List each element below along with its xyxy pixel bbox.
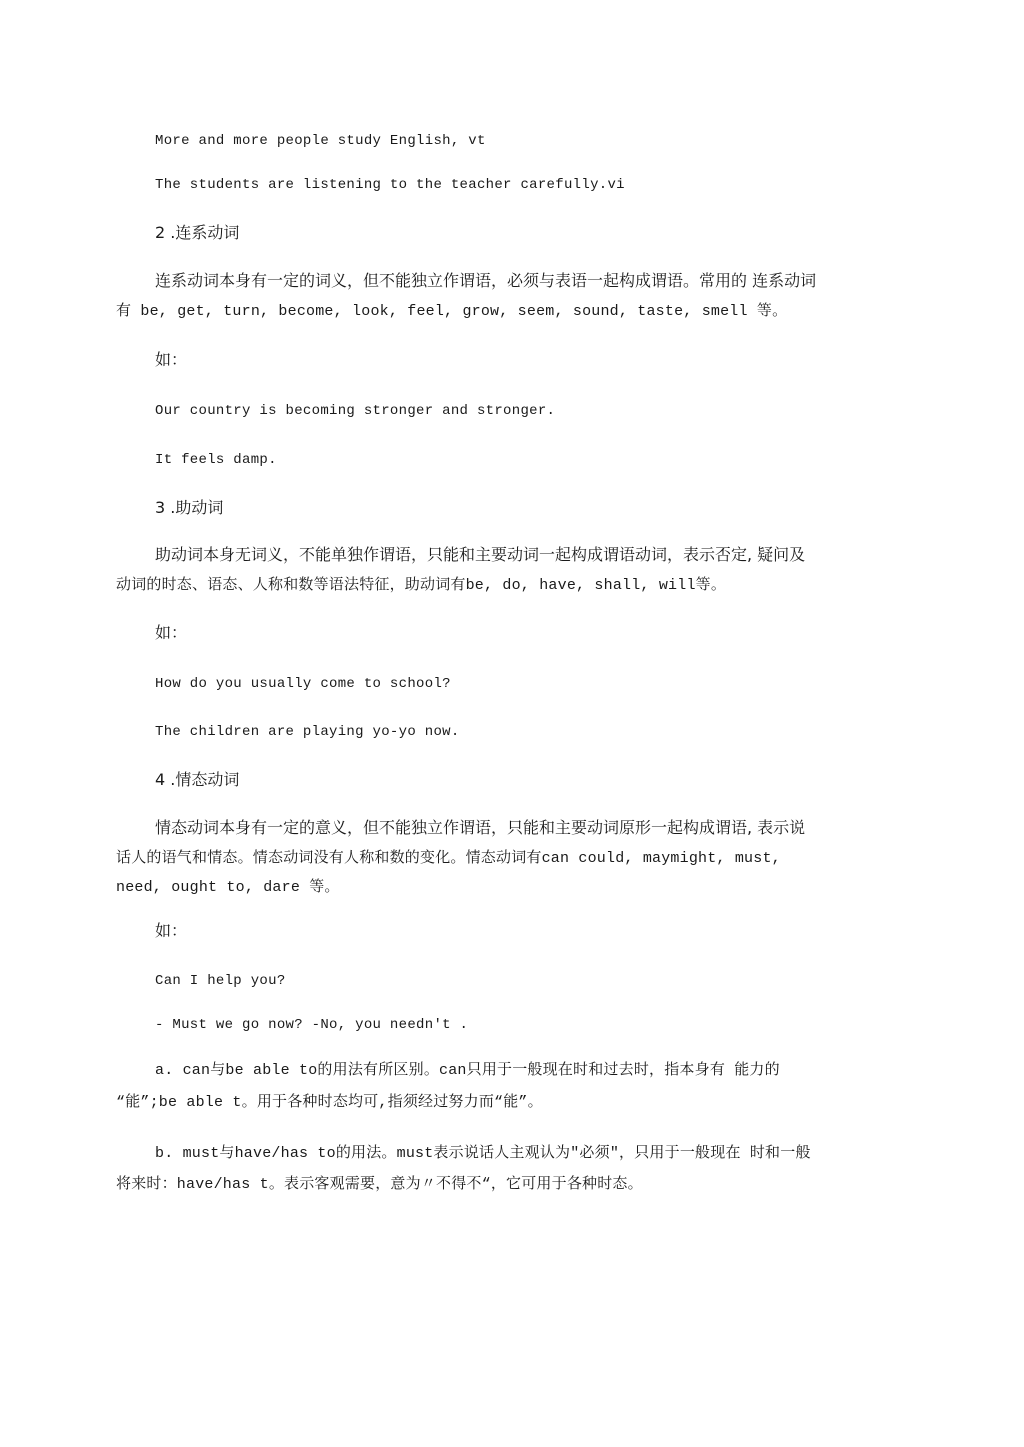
example-sentence: How do you usually come to school? xyxy=(155,676,451,692)
paragraph-linking-verbs-line2: 有 be, get, turn, become, look, feel, grow, seem, sound, taste, smell 等。 xyxy=(116,303,788,320)
section-heading-linking-verbs: 2 .连系动词 xyxy=(155,223,240,242)
example-sentence-vt: More and more people study English, vt xyxy=(155,133,486,149)
example-sentence: It feels damp. xyxy=(155,452,277,468)
example-sentence: The children are playing yo-yo now. xyxy=(155,724,460,740)
paragraph-modal-verbs-line2: 话人的语气和情态。情态动词没有人称和数的变化。情态动词有can could, maymight, must, xyxy=(116,850,781,867)
example-sentence: Can I help you? xyxy=(155,973,286,989)
note-a-line1: a. can与be able to的用法有所区别。can只用于一般现在时和过去时，指本身有 能力的 xyxy=(155,1062,780,1079)
paragraph-linking-verbs-line1: 连系动词本身有一定的词义，但不能独立作谓语，必须与表语一起构成谓语。常用的 连系动词 xyxy=(155,271,817,290)
paragraph-modal-verbs-line3: need, ought to, dare 等。 xyxy=(116,879,340,896)
example-label: 如： xyxy=(155,623,188,642)
example-sentence: - Must we go now? -No, you needn't . xyxy=(155,1017,469,1033)
section-heading-modal-verbs: 4 .情态动词 xyxy=(155,770,240,789)
note-b-line2: 将来时：have/has t。表示客观需要，意为〃不得不“，它可用于各种时态。 xyxy=(116,1176,643,1193)
section-heading-auxiliary-verbs: 3 .助动词 xyxy=(155,498,224,517)
paragraph-modal-verbs-line1: 情态动词本身有一定的意义，但不能独立作谓语，只能和主要动词原形一起构成谓语, 表示说 xyxy=(155,818,806,837)
paragraph-auxiliary-verbs-line2: 动词的时态、语态、人称和数等语法特征，助动词有be, do, have, shall, will等。 xyxy=(116,577,727,594)
example-sentence: Our country is becoming stronger and stronger. xyxy=(155,403,556,419)
example-label: 如： xyxy=(155,921,188,940)
example-sentence-vi: The students are listening to the teacher carefully.vi xyxy=(155,177,625,193)
note-b-line1: b. must与have/has to的用法。must表示说话人主观认为"必须"，只用于一般现在 时和一般 xyxy=(155,1145,811,1162)
example-label: 如： xyxy=(155,350,188,369)
note-a-line2: “能”;be able t。用于各种时态均可,指须经过努力而“能”。 xyxy=(116,1094,543,1111)
paragraph-auxiliary-verbs-line1: 助动词本身无词义，不能单独作谓语，只能和主要动词一起构成谓语动词，表示否定, 疑问及 xyxy=(155,545,806,564)
